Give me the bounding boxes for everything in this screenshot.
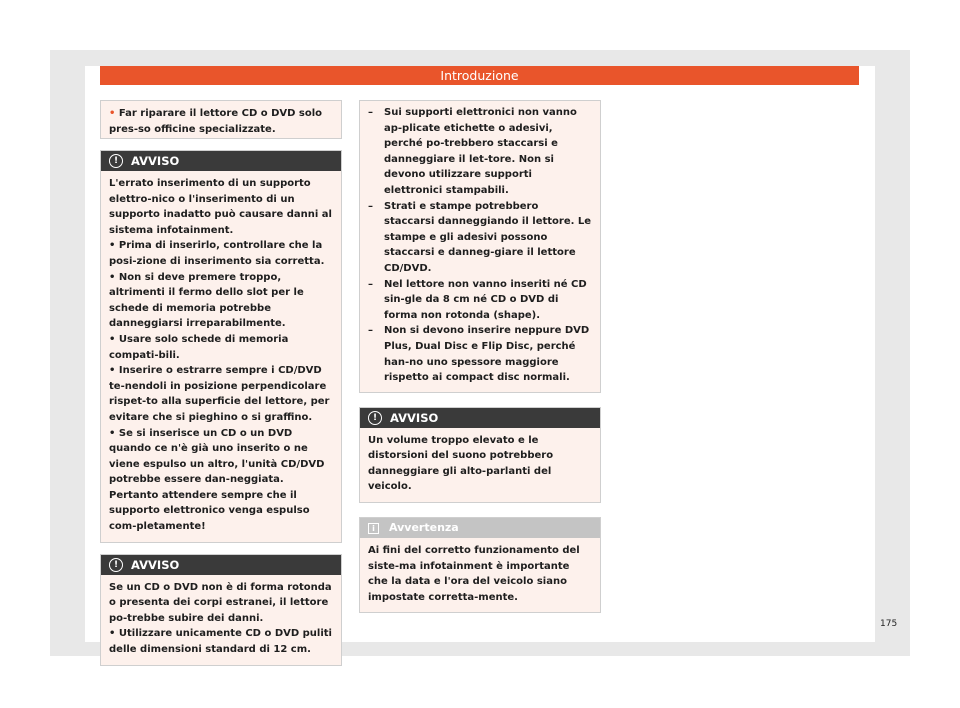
warning-body-2 bbox=[101, 575, 341, 665]
warning-bullet: • Usare solo schede di memoria compati-bili. bbox=[109, 333, 289, 361]
top-bullet-paragraph bbox=[109, 106, 333, 137]
warning-body-1 bbox=[101, 171, 341, 542]
warning-box-2 bbox=[100, 554, 342, 666]
list-item bbox=[368, 277, 592, 324]
dash-marker: – bbox=[368, 107, 373, 118]
alert-circle-icon: ! bbox=[109, 154, 123, 168]
warning-bullet: • Se si inserisce un CD o un DVD quando ce n'è già uno inserito o ne viene espulso un altro, l'unità CD/DVD potrebbe essere dan-neggiata. Pertanto attendere sempre che il supporto elettronico venga espulso com-pletamente! bbox=[109, 427, 325, 533]
list-item-text: Non si devono inserire neppure DVD Plus, Dual Disc e Flip Disc, perché han-no uno spessore maggiore rispetto ai compact disc normali. bbox=[384, 325, 590, 384]
note-header bbox=[360, 518, 600, 538]
note-body bbox=[360, 538, 600, 612]
left-column bbox=[100, 100, 342, 666]
warning-header-1 bbox=[101, 151, 341, 171]
list-item bbox=[368, 199, 592, 277]
warning-bullet: • Inserire o estrarre sempre i CD/DVD te-nendoli in posizione perpendicolare rispet-to alla superficie del lettore, per evitare che si pieghino o si graffino. bbox=[109, 365, 330, 423]
warning-box-1 bbox=[100, 150, 342, 543]
warning-header-2 bbox=[101, 555, 341, 575]
alert-circle-icon: ! bbox=[368, 411, 382, 425]
warning-header-3 bbox=[360, 408, 600, 428]
warning-title-3: AVVISO bbox=[390, 410, 439, 425]
warning-bullet: • Utilizzare unicamente CD o DVD puliti delle dimensioni standard di 12 cm. bbox=[109, 628, 332, 656]
note-box bbox=[359, 517, 601, 613]
warning-box-3 bbox=[359, 407, 601, 503]
list-item bbox=[368, 105, 592, 199]
middle-column bbox=[359, 100, 601, 613]
warning-intro-1: L'errato inserimento di un supporto elettro-nico o l'inserimento di un supporto inadatto può causare danni al sistema infotainment. bbox=[109, 178, 332, 236]
note-title: Avvertenza bbox=[389, 521, 459, 535]
warning-intro-3: Un volume troppo elevato e le distorsioni del suono potrebbero danneggiare gli alto-parlanti del veicolo. bbox=[368, 434, 554, 493]
warning-title-1: AVVISO bbox=[131, 154, 180, 168]
top-bullet-box bbox=[100, 100, 342, 139]
top-bullet-text: Far riparare il lettore CD o DVD solo pres-so officine specializzate. bbox=[109, 108, 323, 135]
warning-bullet: • Non si deve premere troppo, altrimenti il fermo dello slot per le schede di memoria potrebbe danneggiarsi irreparabilmente. bbox=[109, 271, 304, 330]
warning-body-3 bbox=[360, 428, 600, 502]
section-header: Introduzione bbox=[100, 66, 859, 85]
dash-marker: – bbox=[368, 325, 373, 337]
list-item-text: Strati e stampe potrebbero staccarsi danneggiando il lettore. Le stampe e gli adesivi possono staccarsi e danneg-giare il lettore CD/DVD. bbox=[384, 200, 592, 274]
list-item-text: Sui supporti elettronici non vanno ap-plicate etichette o adesivi, perché po-trebbero staccarsi e danneggiare il let-tore. Non si devono utilizzare supporti elettronici stampabili. bbox=[384, 107, 577, 196]
warning-intro-2: Se un CD o DVD non è di forma rotonda o presenta dei corpi estranei, il lettore po-trebbe subire dei danni. bbox=[109, 581, 332, 624]
bullet-dot: • bbox=[109, 108, 116, 119]
warning-bullet: • Prima di inserirlo, controllare che la posi-zione di inserimento sia corretta. bbox=[109, 240, 325, 267]
dash-marker: – bbox=[368, 200, 373, 212]
warning-title-2: AVVISO bbox=[131, 557, 180, 572]
dash-list-box bbox=[359, 100, 601, 393]
dash-marker: – bbox=[368, 278, 373, 290]
note-text: Ai fini del corretto funzionamento del siste-ma infotainment è importante che la data e l'ora del veicolo siano impostate corretta-mente. bbox=[368, 545, 580, 603]
list-item bbox=[368, 323, 592, 385]
info-square-icon: i bbox=[368, 523, 379, 534]
page-number: 175 bbox=[880, 619, 898, 629]
list-item-text: Nel lettore non vanno inseriti né CD sin-gle da 8 cm né CD o DVD di forma non rotonda (shape). bbox=[384, 278, 587, 321]
alert-circle-icon: ! bbox=[109, 558, 123, 572]
